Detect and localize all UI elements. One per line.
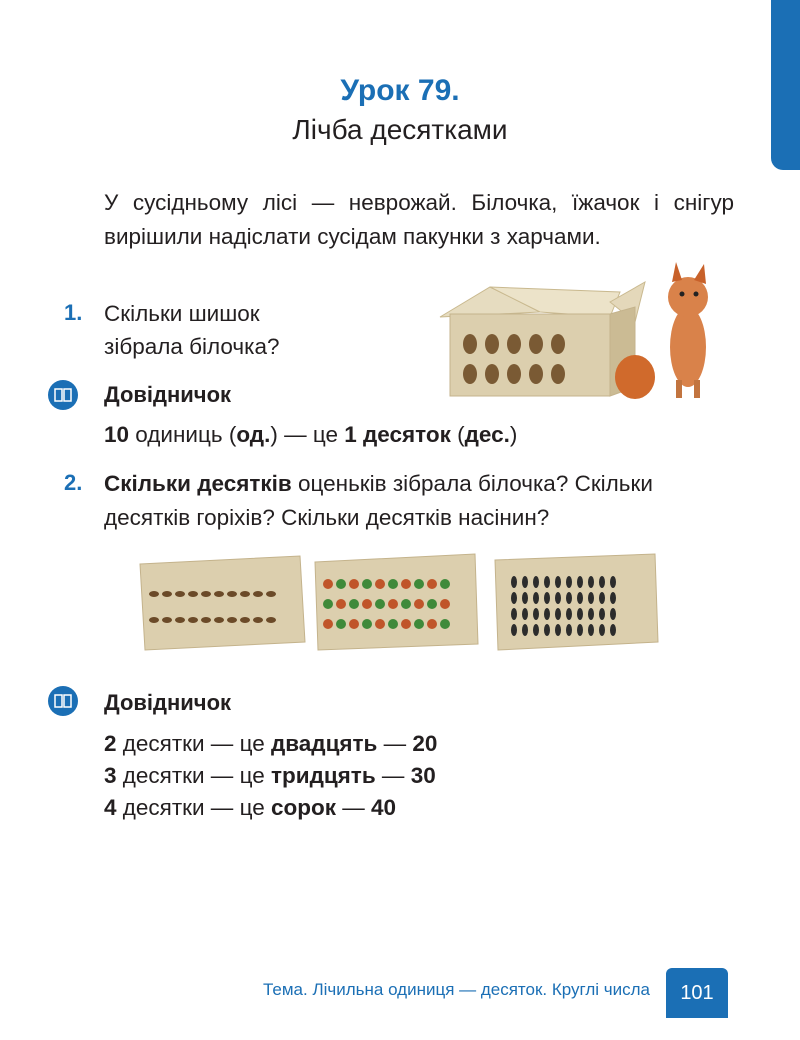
mushroom	[162, 617, 172, 623]
seed	[566, 608, 572, 620]
nut	[336, 619, 346, 629]
seed	[599, 576, 605, 588]
seed	[511, 576, 517, 588]
reference-list	[104, 728, 437, 824]
nut	[375, 579, 385, 589]
seed	[533, 592, 539, 604]
task-2-number: 2.	[64, 470, 83, 495]
mushroom	[175, 591, 185, 597]
nut	[362, 619, 372, 629]
nut	[440, 579, 450, 589]
mushroom	[266, 591, 276, 597]
mushroom	[162, 591, 172, 597]
seed	[610, 592, 616, 604]
seed	[610, 624, 616, 636]
seed	[566, 576, 572, 588]
seed	[511, 624, 517, 636]
seed	[599, 608, 605, 620]
nut	[362, 579, 372, 589]
seed	[522, 608, 528, 620]
mushroom	[227, 591, 237, 597]
seed	[511, 608, 517, 620]
mushroom	[175, 617, 185, 623]
nut	[323, 599, 333, 609]
mushroom	[188, 591, 198, 597]
book-icon	[48, 686, 78, 716]
mushroom	[253, 617, 263, 623]
mushroom	[240, 591, 250, 597]
seed	[588, 624, 594, 636]
seed	[544, 608, 550, 620]
seed	[511, 592, 517, 604]
seed	[555, 624, 561, 636]
nut	[427, 579, 437, 589]
mushroom	[201, 617, 211, 623]
nut	[401, 619, 411, 629]
seed	[544, 592, 550, 604]
seed	[533, 576, 539, 588]
seed	[610, 576, 616, 588]
lesson-subtitle: Лічба десятками	[292, 114, 508, 145]
seed	[544, 624, 550, 636]
nut	[388, 579, 398, 589]
seed	[522, 592, 528, 604]
seed	[566, 624, 572, 636]
nut	[427, 599, 437, 609]
task-2-text: Скільки десятків оценьків зібрала білочка? Скільки десятків горіхів? Скільки десятків насінин?	[104, 471, 653, 530]
intro-text: У сусідньому лісі — неврожай. Білочка, їжачок і снігур вирішили надіслати сусідам пакунки з харчами.	[104, 190, 734, 249]
seed	[522, 624, 528, 636]
seed	[577, 592, 583, 604]
nut	[401, 599, 411, 609]
nut	[375, 619, 385, 629]
page-number: 101	[666, 968, 728, 1018]
seed	[555, 576, 561, 588]
nut	[336, 599, 346, 609]
seed	[588, 608, 594, 620]
nut	[440, 619, 450, 629]
nut	[323, 619, 333, 629]
nut	[362, 599, 372, 609]
nut	[336, 579, 346, 589]
nut	[427, 619, 437, 629]
seed	[566, 592, 572, 604]
cones-box-illustration	[420, 262, 730, 402]
mushroom	[253, 591, 263, 597]
mushroom	[214, 591, 224, 597]
reference-heading: Довідничок	[104, 382, 232, 407]
nut	[323, 579, 333, 589]
seed	[577, 576, 583, 588]
seed	[533, 608, 539, 620]
reference-row: 4 десятки — це сорок — 40	[104, 795, 397, 820]
book-icon	[48, 380, 78, 410]
mushroom	[266, 617, 276, 623]
seed	[599, 624, 605, 636]
mushroom	[227, 617, 237, 623]
lesson-title: Урок 79.	[340, 74, 460, 107]
nut	[349, 579, 359, 589]
nut	[414, 619, 424, 629]
mushroom	[188, 617, 198, 623]
reference-row: 2 десятки — це двадцять — 20	[104, 731, 438, 756]
food-boxes-illustration	[140, 552, 665, 657]
nut	[349, 619, 359, 629]
seed	[610, 608, 616, 620]
nut	[414, 599, 424, 609]
mushroom	[214, 617, 224, 623]
seed	[555, 608, 561, 620]
seed	[555, 592, 561, 604]
mushroom	[240, 617, 250, 623]
footer-topic: Тема. Лічильна одиниця — десяток. Круглі числа	[262, 980, 650, 999]
seed	[599, 592, 605, 604]
seed	[577, 608, 583, 620]
seed	[588, 592, 594, 604]
seed	[544, 576, 550, 588]
reference-heading: Довідничок	[104, 690, 232, 715]
nut	[375, 599, 385, 609]
seed	[588, 576, 594, 588]
mushroom	[149, 617, 159, 623]
seed	[533, 624, 539, 636]
nut	[401, 579, 411, 589]
mushroom	[201, 591, 211, 597]
reference-row: 3 десятки — це тридцять — 30	[104, 763, 436, 788]
nut	[440, 599, 450, 609]
mushroom	[149, 591, 159, 597]
task-1-number: 1.	[64, 300, 83, 325]
seed	[522, 576, 528, 588]
nut	[388, 599, 398, 609]
seed	[577, 624, 583, 636]
reference-line: 10 одиниць (од.) — це 1 десяток (дес.)	[104, 422, 518, 447]
nut	[349, 599, 359, 609]
nut	[388, 619, 398, 629]
task-1-text: Скільки шишок зібрала білочка?	[104, 301, 280, 359]
nut	[414, 579, 424, 589]
